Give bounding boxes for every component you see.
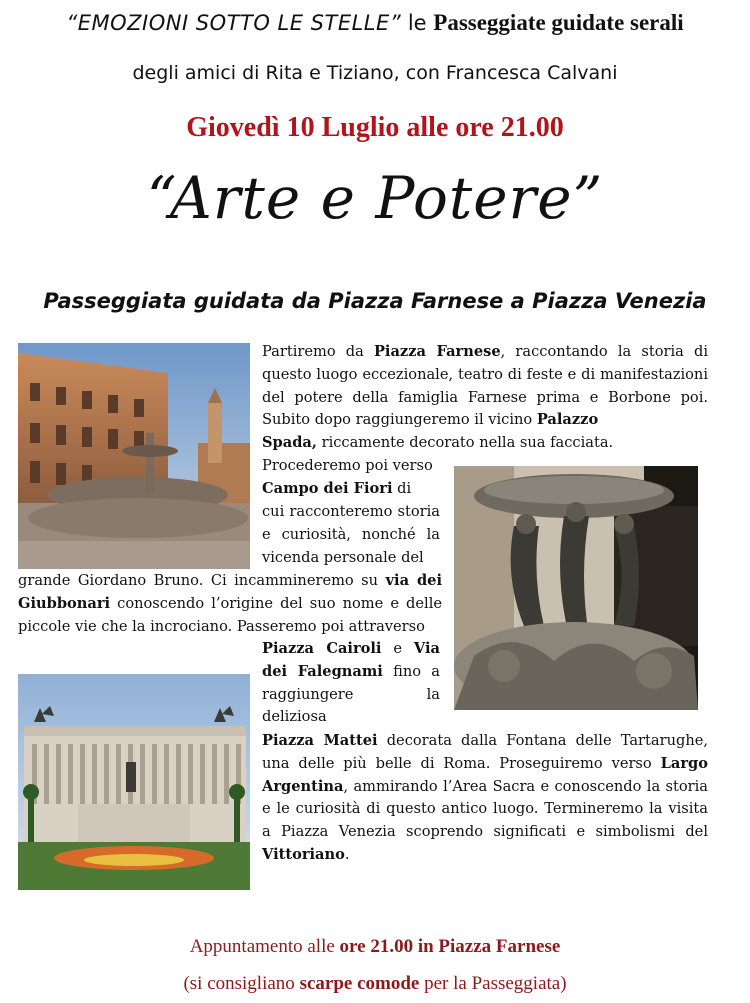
place-spada: Spada, (262, 434, 317, 451)
place-piazza-mattei: Piazza Mattei (262, 732, 378, 749)
place-vittoriano: Vittoriano (262, 845, 345, 863)
place-largo-argentina: Largo Argentina (262, 754, 708, 795)
paragraph-giubbonari: grande Giordano Bruno. Ci incammineremo su via dei Giubbonari conoscendo l’origine del suo nome e delle piccole vie che la incrociano. Passeremo poi attraverso (18, 572, 442, 635)
fountain-photo (454, 466, 698, 710)
place-via-dei-giubbonari: via dei Giubbonari (18, 572, 442, 612)
vittoriano-photo (18, 674, 250, 890)
paragraph-campo: Campo dei Fiori di (262, 480, 412, 497)
header-connector: le (401, 11, 434, 35)
place-campo-dei-fiori: Campo dei Fiori (262, 480, 393, 497)
place-piazza-cairoli: Piazza Cairoli (262, 640, 382, 657)
series-name: “EMOZIONI SOTTO LE STELLE” (66, 11, 402, 35)
paragraph-cairoli: Piazza Cairoli e Via dei Falegnami fino a raggiungere la deliziosa (262, 640, 440, 726)
paragraph-spada: Spada, riccamente decorato nella sua facciata. (262, 434, 614, 451)
piazza-farnese-photo (18, 343, 250, 569)
paragraph-giordano: cui racconteremo storia e curiosità, nonché la vicenda personale del (262, 503, 440, 566)
header-line-2: degli amici di Rita e Tiziano, con Francesca Calvani (132, 62, 618, 84)
event-subtitle: Passeggiata guidata da Piazza Farnese a Piazza Venezia (43, 289, 707, 313)
place-via-dei-falegnami: Via dei Falegnami (262, 640, 440, 680)
place-piazza-farnese: Piazza Farnese (373, 343, 501, 360)
event-date: Giovedì 10 Luglio alle ore 21.00 (186, 112, 564, 143)
series-description: Passeggiate guidate serali (433, 10, 684, 35)
place-palazzo: Palazzo (536, 411, 599, 429)
meeting-point: Appuntamento alle ore 21.00 in Piazza Farnese (189, 936, 561, 957)
shoes-advice: (si consigliano scarpe comode per la Passeggiata) (183, 973, 567, 994)
paragraph-mattei: Piazza Mattei decorata dalla Fontana delle Tartarughe, una delle più belle di Roma. Proseguiremo verso Largo Argentina, ammirando l’Area Sacra e conoscendo la storia e le curiosità di questo antico luogo. Termineremo la visita a Piazza Venezia scoprendo significati e simbolismi del Vittoriano. (262, 732, 708, 863)
paragraph-intro: Partiremo da Piazza Farnese, raccontando la storia di questo luogo eccezionale, teatro di feste e di manifestazioni del potere della famiglia Farnese prima e Borbone poi. Subito dopo raggiungeremo il vicino Palazzo (262, 343, 708, 429)
header-line-1 (0, 10, 750, 36)
paragraph-procederemo: Procederemo poi verso (262, 457, 433, 474)
event-title: “Arte e Potere” (146, 164, 604, 232)
